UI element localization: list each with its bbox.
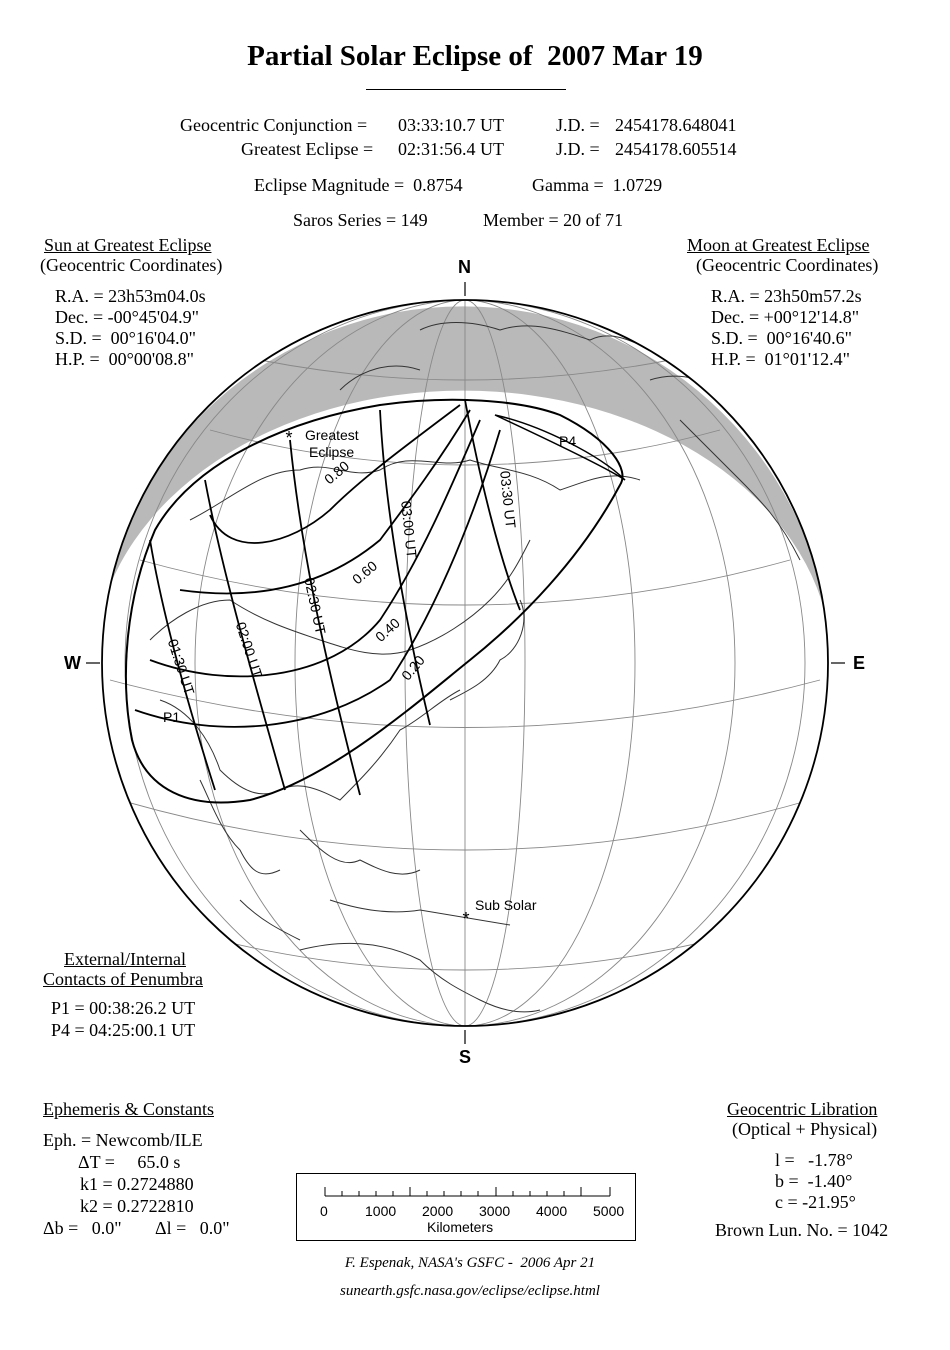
scale-tick-1000: 1000 [365, 1203, 397, 1219]
credit-url[interactable]: sunearth.gsfc.nasa.gov/eclipse/eclipse.html [340, 1283, 600, 1299]
scale-tick-2000: 2000 [422, 1203, 454, 1219]
sun-dec: Dec. = -00°45'04.9" [55, 307, 199, 327]
libration-heading: Geocentric Libration [727, 1099, 878, 1119]
brown-lunation: Brown Lun. No. = 1042 [715, 1220, 889, 1240]
north-label: N [458, 257, 471, 277]
magnitude-label-060: 0.60 [349, 557, 381, 588]
time-label-0330: 03:30 UT [497, 470, 520, 529]
magnitude-label-040: 0.40 [372, 614, 403, 645]
libration-b: b = -1.40° [775, 1171, 853, 1191]
south-label: S [459, 1047, 472, 1067]
contacts-heading-2: Contacts of Penumbra [43, 969, 203, 989]
time-label-0200: 02:00 UT [232, 620, 266, 680]
scale-bar-box [296, 1173, 636, 1241]
moon-sd: S.D. = 00°16'40.6" [711, 328, 852, 348]
greatest-eclipse-label: Greatest Eclipse = [241, 139, 374, 159]
west-label: W [64, 653, 81, 673]
greatest-eclipse-jd-label: J.D. = [556, 139, 600, 159]
ephemeris-delta-b: Δb = 0.0" [43, 1218, 122, 1238]
greatest-eclipse-marker: * [285, 428, 293, 448]
libration-subheading: (Optical + Physical) [732, 1119, 878, 1139]
sun-hp: H.P. = 00°00'08.8" [55, 349, 194, 369]
conjunction-jd-label: J.D. = [556, 115, 600, 135]
greatest-eclipse-label-2: Eclipse [309, 444, 355, 460]
moon-dec: Dec. = +00°12'14.8" [711, 307, 860, 327]
scale-tick-5000: 5000 [593, 1203, 625, 1219]
east-label: E [853, 653, 866, 673]
sun-sd: S.D. = 00°16'04.0" [55, 328, 196, 348]
greatest-eclipse-jd: 2454178.605514 [615, 139, 737, 159]
sub-solar-marker: * [462, 909, 470, 929]
moon-ra: R.A. = 23h50m57.2s [711, 286, 862, 306]
contact-p4: P4 = 04:25:00.1 UT [51, 1020, 196, 1040]
ephemeris-delta-t: ΔT = 65.0 s [78, 1152, 181, 1172]
credit-author: F. Espenak, NASA's GSFC - 2006 Apr 21 [344, 1255, 596, 1271]
conjunction-label: Geocentric Conjunction = [180, 115, 368, 135]
sun-subheading: (Geocentric Coordinates) [40, 255, 223, 275]
scale-tick-0: 0 [320, 1203, 328, 1219]
contact-p1: P1 = 00:38:26.2 UT [51, 998, 196, 1018]
saros-series: Saros Series = 149 [293, 210, 428, 230]
night-shading [96, 306, 830, 637]
sub-solar-label: Sub Solar [475, 897, 537, 913]
ephemeris-k1: k1 = 0.2724880 [80, 1174, 194, 1194]
libration-l: l = -1.78° [775, 1150, 853, 1170]
greatest-eclipse-time: 02:31:56.4 UT [398, 139, 504, 159]
saros-member: Member = 20 of 71 [483, 210, 624, 230]
moon-heading: Moon at Greatest Eclipse [687, 235, 870, 255]
page-title: Partial Solar Eclipse of 2007 Mar 19 [247, 40, 703, 72]
conjunction-jd: 2454178.648041 [615, 115, 737, 135]
p4-label: P4 [559, 433, 577, 449]
greatest-eclipse-label-1: Greatest [305, 427, 359, 443]
contacts-heading-1: External/Internal [64, 949, 186, 969]
ephemeris-delta-l: Δl = 0.0" [155, 1218, 230, 1238]
moon-subheading: (Geocentric Coordinates) [696, 255, 879, 275]
scale-tick-3000: 3000 [479, 1203, 511, 1219]
eclipse-magnitude: Eclipse Magnitude = 0.8754 [254, 175, 463, 195]
time-label-0300: 03:00 UT [398, 500, 421, 559]
gamma: Gamma = 1.0729 [532, 175, 663, 195]
conjunction-time: 03:33:10.7 UT [398, 115, 504, 135]
sun-heading: Sun at Greatest Eclipse [44, 235, 212, 255]
moon-hp: H.P. = 01°01'12.4" [711, 349, 850, 369]
time-label-0230: 02:30 UT [301, 576, 329, 636]
libration-c: c = -21.95° [775, 1192, 856, 1212]
ephemeris-k2: k2 = 0.2722810 [80, 1196, 194, 1216]
sun-ra: R.A. = 23h53m04.0s [55, 286, 206, 306]
time-label-0130: 01:30 UT [164, 637, 198, 697]
scale-unit: Kilometers [427, 1219, 494, 1235]
magnitude-label-080: 0.80 [321, 457, 353, 488]
ephemeris-eph: Eph. = Newcomb/ILE [43, 1130, 203, 1150]
p1-label: P1 [163, 709, 181, 725]
ephemeris-heading: Ephemeris & Constants [43, 1099, 214, 1119]
magnitude-label-020: 0.20 [398, 652, 428, 684]
scale-tick-4000: 4000 [536, 1203, 568, 1219]
